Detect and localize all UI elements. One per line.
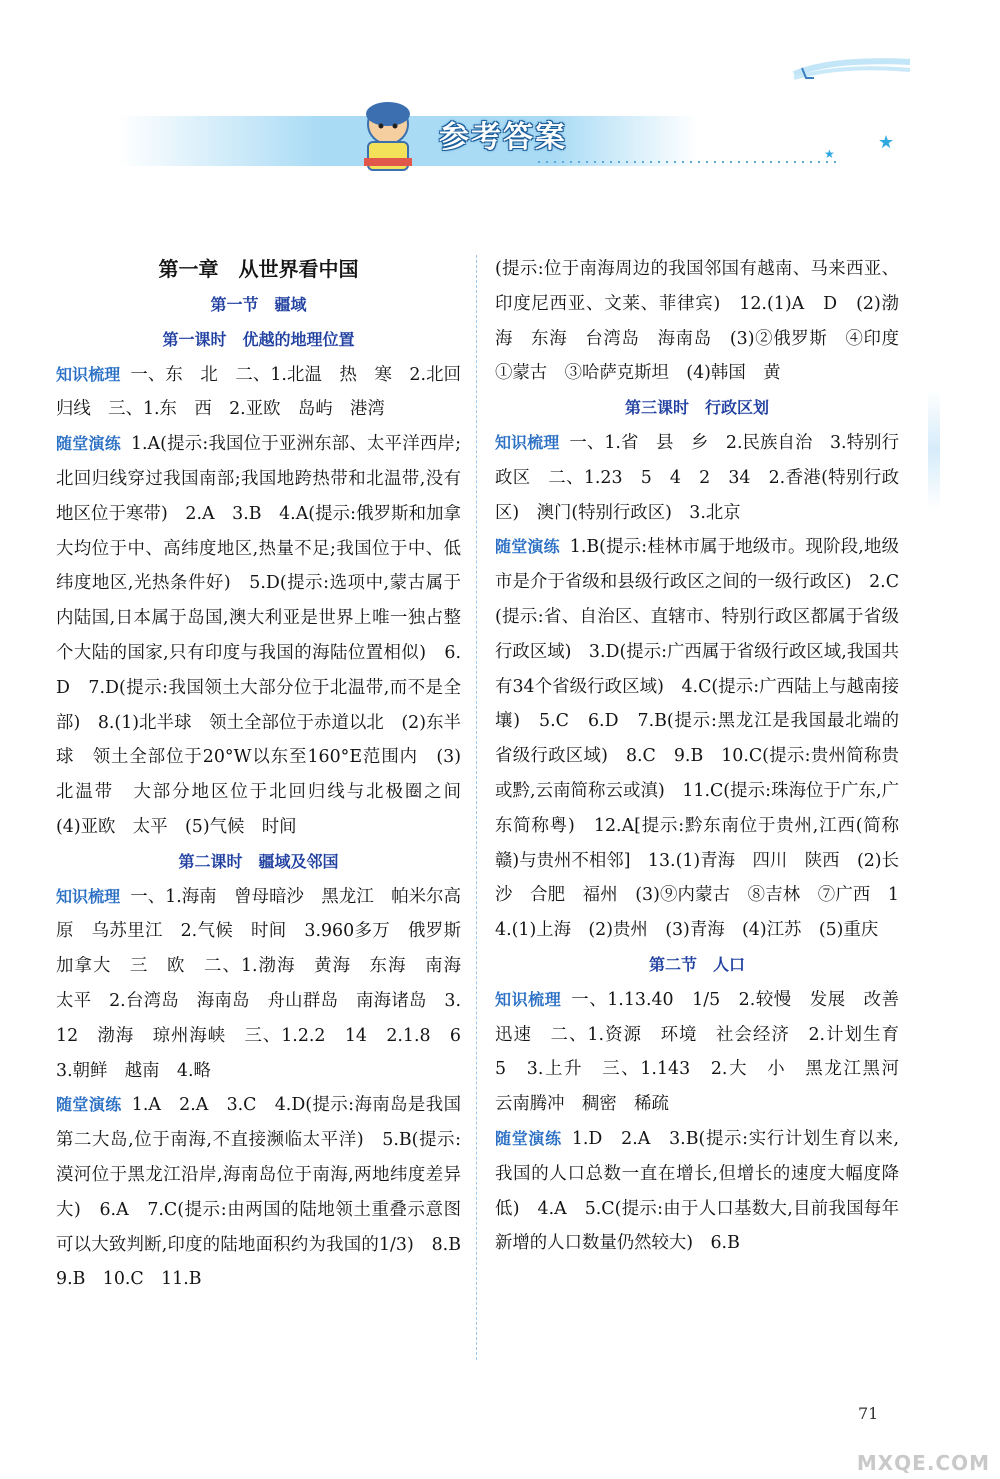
right-column xyxy=(495,252,917,1261)
left-column xyxy=(56,250,479,1297)
section-tag: 知识梳理 xyxy=(56,364,121,384)
answer-text: 1.A(提示:我国位于亚洲东部、太平洋西岸;北回归线穿过我国南部;我国地跨热带和北温带,没有地区位于寒带) 2.A 3.B 4.A(提示:俄罗斯和加拿大均位于中、高纬度地区,热量不足;我国位于中、低纬度地区,光热条件好) 5.D(提示:选项中,蒙古属于内陆国,日本属于岛国,澳大利亚是世界上唯一独占整个大陆的国家,只有印度与我国的海陆位置相似) 6.D 7.D(提示:我国领土大部分位于北温带,而不是全部) 8.(1)北半球 领土全部位于赤道以北 (2)东半球 领土全部位于20°W以东至160°E范围内 (3)北温带 大部分地区位于北回归线与北极圈之间 (4)亚欧 太平 (5)气候 时间 xyxy=(56,434,479,837)
answer-text: 一、1.省 县 乡 2.民族自治 3.特别行政区 二、1.23 5 4 2 34 2.香港(特别行政区) 澳门(特别行政区) 3.北京 xyxy=(495,432,899,523)
answer-paragraph: (提示:位于南海周边的我国邻国有越南、马来西亚、印度尼西亚、文莱、菲律宾) 12.(1)A D (2)渤海 东海 台湾岛 海南岛 (3)②俄罗斯 ④印度 ①蒙古 ③哈萨克斯坦 (4)韩国 黄 xyxy=(495,259,917,384)
answer-paragraph xyxy=(56,880,479,1089)
lesson-heading: 第一课时 优越的地理位置 xyxy=(162,329,355,349)
answer-paragraph xyxy=(495,530,899,948)
section-tag: 随堂演练 xyxy=(495,537,560,557)
section-tag: 知识梳理 xyxy=(56,886,121,906)
header-banner xyxy=(118,96,918,178)
answer-paragraph xyxy=(495,983,917,1122)
answer-text: 一、1.13.40 1/5 2.较慢 发展 改善 迅速 二、1.资源 环境 社会经济 2.计划生育 5 3.上升 三、1.143 2.大 小 黑龙江黑河 云南腾冲 稠密 稀疏 xyxy=(495,989,917,1115)
section-tag: 知识梳理 xyxy=(495,989,562,1009)
column-divider xyxy=(476,255,477,1360)
answer-paragraph xyxy=(495,426,899,530)
star-icon: ★ xyxy=(878,132,895,153)
answer-text: 1.B(提示:桂林市属于地级市。现阶段,地级市是介于省级和县级行政区之间的一级行政区) 2.C(提示:省、自治区、直辖市、特别行政区都属于省级行政区域) 3.D(提示:广西属于省级行政区域,我国共有34个省级行政区域) 4.C(提示:广西陆上与越南接壤) 5.C 6.D 7.B(提示:黑龙江是我国最北端的省级行政区域) 8.C 9.B 10.C(提示:贵州简称贵或黔,云南简称云或滇) 11.C(提示:珠海位于广东,广东简称粤) 12.A[提示:黔东南位于贵州,江西(简称赣)与贵州不相邻] 13.(1)青海 四川 陕西 (2)长沙 合肥 福州 (3)⑨内蒙古 ⑧吉林 ⑦广西 14.(1)上海 (2)贵州 (3)青海 (4)江苏 (5)重庆 xyxy=(495,537,899,941)
answer-paragraph xyxy=(56,1088,479,1297)
lesson-heading: 第三课时 行政区划 xyxy=(624,398,769,418)
section-tag: 知识梳理 xyxy=(495,432,560,452)
side-gradient-decoration xyxy=(928,390,940,510)
answer-text: 一、东 北 二、1.北温 热 寒 2.北回归线 三、1.东 西 2.亚欧 岛屿 港湾 xyxy=(56,364,461,420)
banner-title: 参考答案 xyxy=(439,120,567,155)
page-number: 71 xyxy=(858,1404,879,1423)
chapter-heading: 第一章 从世界看中国 xyxy=(158,257,359,281)
section-tag: 随堂演练 xyxy=(56,1095,122,1115)
lesson-heading: 第二课时 疆域及邻国 xyxy=(178,851,339,871)
corner-swoosh-decoration xyxy=(792,48,912,84)
star-small-icon: ★ xyxy=(824,147,835,161)
answer-text: 一、1.海南 曾母暗沙 黑龙江 帕米尔高原 乌苏里江 2.气候 时间 3.960多万 俄罗斯 加拿大 三 欧 二、1.渤海 黄海 东海 南海 太平 2.台湾岛 海南岛 舟山群岛 南海诸岛 3.12 渤海 琼州海峡 三、1.2.2 14 2.1.8 6 3.朝鲜 越南 4.略 xyxy=(56,886,479,1081)
section-tag: 随堂演练 xyxy=(56,434,121,454)
answer-paragraph xyxy=(495,1122,899,1261)
answer-text: 1.D 2.A 3.B(提示:实行计划生育以来,我国的人口总数一直在增长,但增长的速度大幅度降低) 4.A 5.C(提示:由于人口基数大,目前我国每年新增的人口数量仍然较大) 6.B xyxy=(495,1128,899,1254)
watermark: MXQE.COM xyxy=(856,1451,990,1475)
answer-text: 1.A 2.A 3.C 4.D(提示:海南岛是我国第二大岛,位于南海,不直接濒临太平洋) 5.B(提示:漠河位于黑龙江沿岸,海南岛位于南海,两地纬度差异大) 6.A 7.C(提示:由两国的陆地领土重叠示意图可以大致判断,印度的陆地面积约为我国的1/3) 8.B 9.B 10.C 11.B xyxy=(56,1095,479,1290)
section-heading: 第一节 疆域 xyxy=(210,295,307,314)
mascot-icon xyxy=(364,102,412,170)
answer-paragraph xyxy=(56,427,479,845)
section-heading: 第二节 人口 xyxy=(648,954,745,974)
section-tag: 随堂演练 xyxy=(495,1128,562,1148)
answer-paragraph xyxy=(56,358,461,428)
